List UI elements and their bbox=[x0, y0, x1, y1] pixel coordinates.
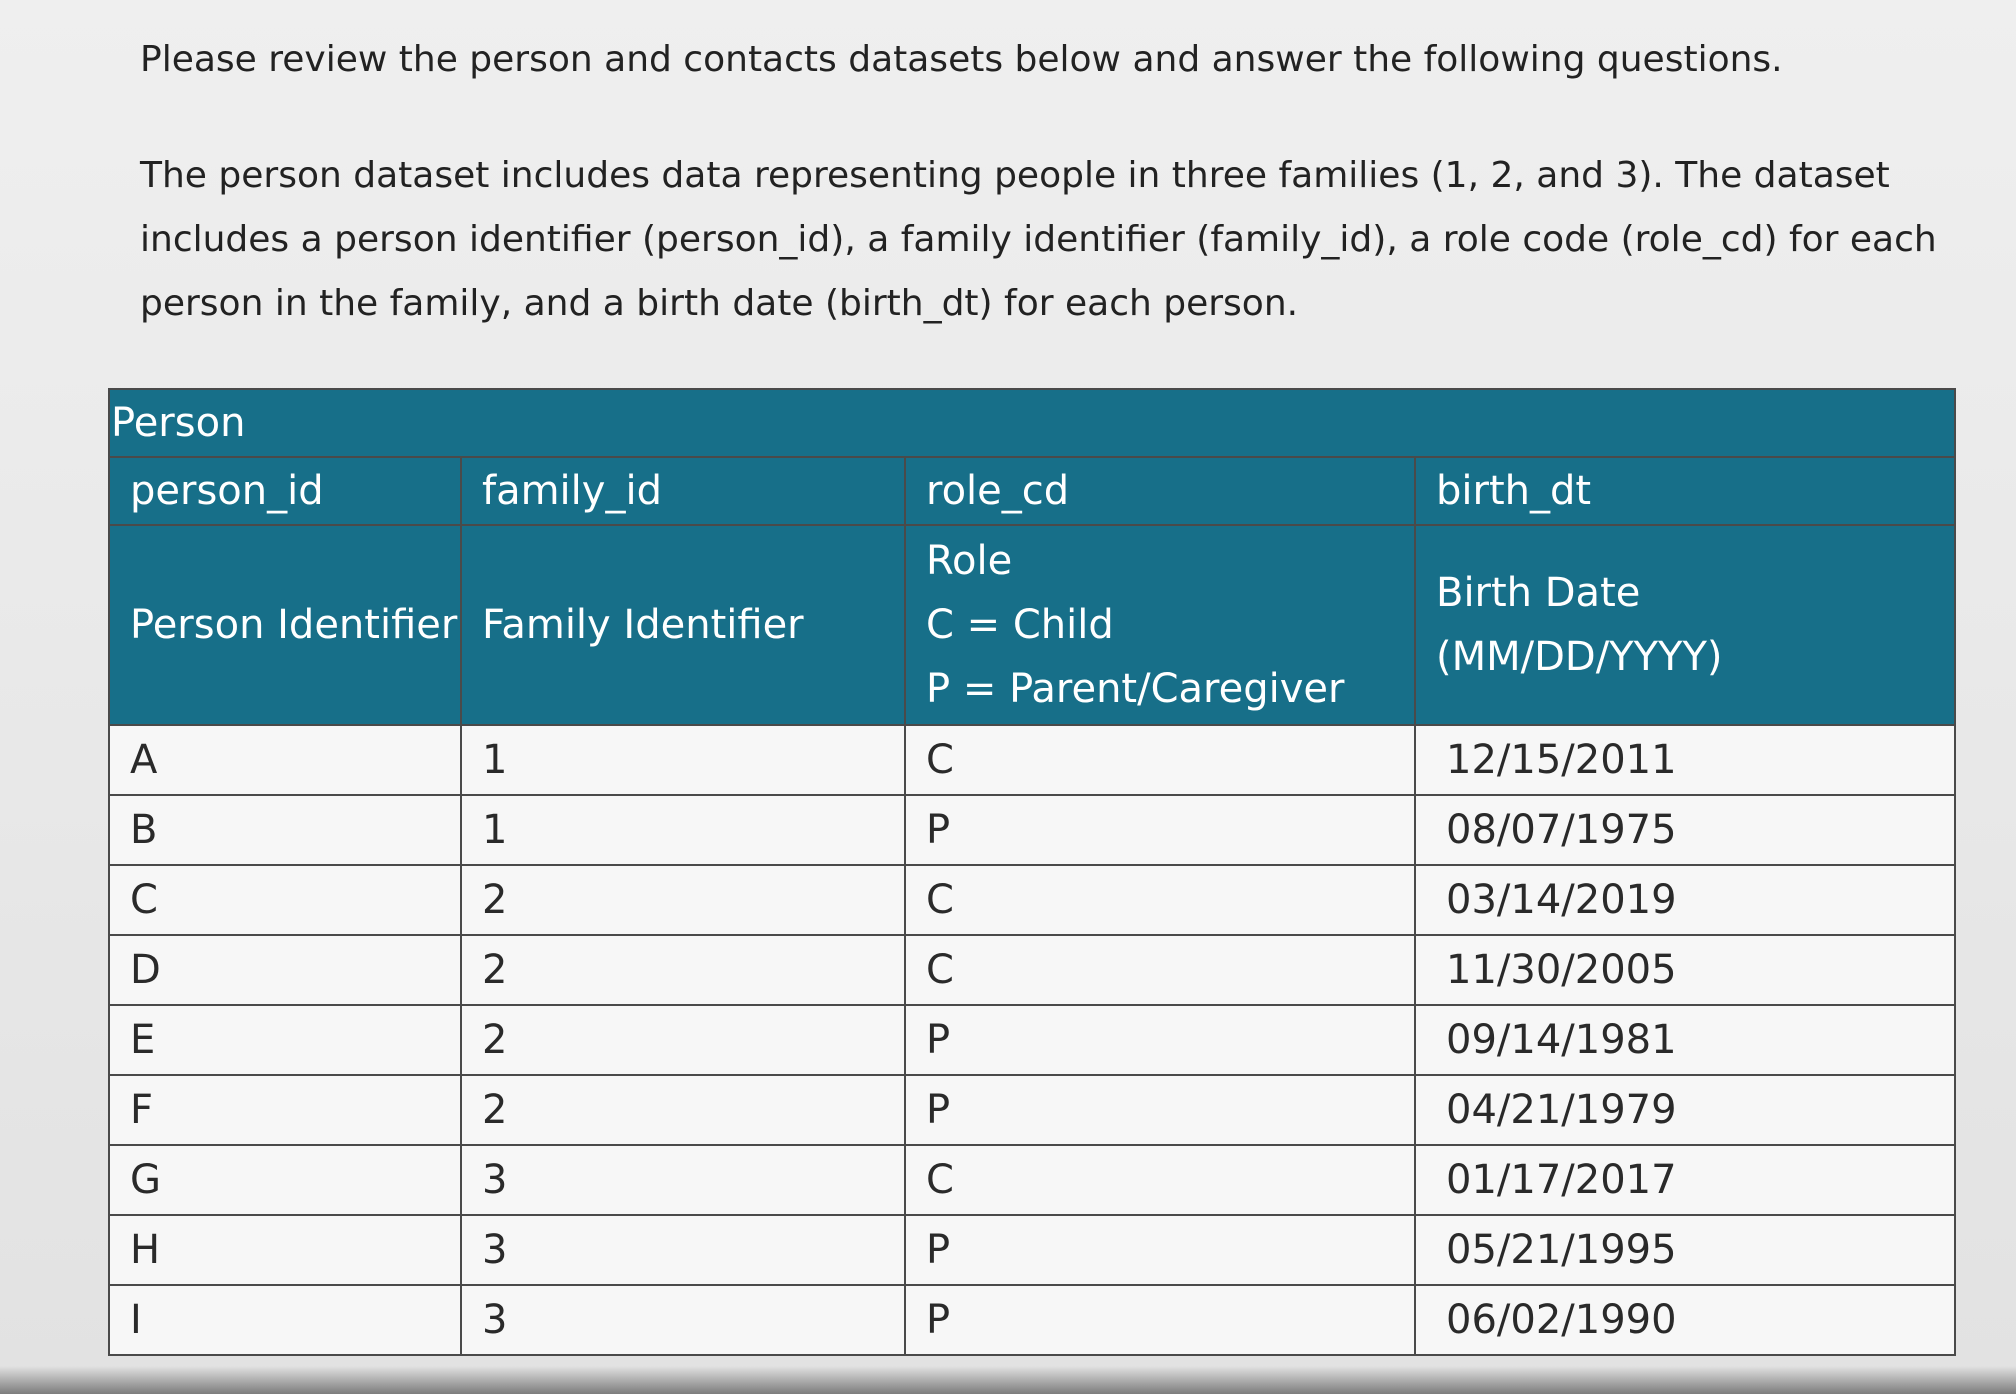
cell-role-cd: C bbox=[905, 935, 1415, 1005]
table-row bbox=[109, 1285, 1955, 1355]
cell-family-id: 1 bbox=[461, 725, 905, 795]
cell-family-id: 3 bbox=[461, 1285, 905, 1355]
role-parent-code: P = Parent/Caregiver bbox=[926, 666, 1345, 712]
cell-person-id: H bbox=[109, 1215, 461, 1285]
cell-role-cd: P bbox=[905, 1285, 1415, 1355]
field-description-row bbox=[109, 525, 1955, 725]
field-person-id: person_id bbox=[109, 457, 461, 525]
cell-birth-dt: 12/15/2011 bbox=[1415, 725, 1955, 795]
cell-family-id: 3 bbox=[461, 1145, 905, 1215]
cell-role-cd: C bbox=[905, 1145, 1415, 1215]
desc-person-id: Person Identifier bbox=[109, 525, 461, 725]
cell-role-cd: P bbox=[905, 1005, 1415, 1075]
person-table bbox=[108, 388, 1956, 1356]
role-child-code: C = Child bbox=[926, 602, 1114, 648]
table-row bbox=[109, 935, 1955, 1005]
table-title: Person bbox=[109, 389, 1955, 457]
table-row bbox=[109, 725, 1955, 795]
cell-person-id: C bbox=[109, 865, 461, 935]
birth-date-label: Birth Date bbox=[1436, 570, 1641, 616]
cell-birth-dt: 04/21/1979 bbox=[1415, 1075, 1955, 1145]
cell-birth-dt: 11/30/2005 bbox=[1415, 935, 1955, 1005]
cell-family-id: 2 bbox=[461, 935, 905, 1005]
cell-birth-dt: 09/14/1981 bbox=[1415, 1005, 1955, 1075]
table-row bbox=[109, 865, 1955, 935]
cell-role-cd: C bbox=[905, 725, 1415, 795]
table-row bbox=[109, 1145, 1955, 1215]
desc-family-id: Family Identifier bbox=[461, 525, 905, 725]
cell-family-id: 2 bbox=[461, 865, 905, 935]
field-role-cd: role_cd bbox=[905, 457, 1415, 525]
cell-family-id: 2 bbox=[461, 1005, 905, 1075]
table-row bbox=[109, 1075, 1955, 1145]
desc-birth-date bbox=[1415, 525, 1955, 725]
field-family-id: family_id bbox=[461, 457, 905, 525]
table-row bbox=[109, 1215, 1955, 1285]
cell-birth-dt: 08/07/1975 bbox=[1415, 795, 1955, 865]
cell-birth-dt: 03/14/2019 bbox=[1415, 865, 1955, 935]
table-title-row bbox=[109, 389, 1955, 457]
role-label: Role bbox=[926, 538, 1013, 584]
cell-person-id: I bbox=[109, 1285, 461, 1355]
cell-family-id: 3 bbox=[461, 1215, 905, 1285]
cell-person-id: A bbox=[109, 725, 461, 795]
table-row bbox=[109, 795, 1955, 865]
cell-family-id: 2 bbox=[461, 1075, 905, 1145]
cell-role-cd: C bbox=[905, 865, 1415, 935]
cell-person-id: D bbox=[109, 935, 461, 1005]
cell-person-id: F bbox=[109, 1075, 461, 1145]
cell-role-cd: P bbox=[905, 1075, 1415, 1145]
screen-edge-shadow bbox=[0, 1366, 2016, 1394]
birth-date-format: (MM/DD/YYYY) bbox=[1436, 634, 1723, 680]
cell-person-id: G bbox=[109, 1145, 461, 1215]
field-name-row bbox=[109, 457, 1955, 525]
cell-birth-dt: 05/21/1995 bbox=[1415, 1215, 1955, 1285]
field-birth-dt: birth_dt bbox=[1415, 457, 1955, 525]
desc-role bbox=[905, 525, 1415, 725]
cell-birth-dt: 06/02/1990 bbox=[1415, 1285, 1955, 1355]
cell-person-id: E bbox=[109, 1005, 461, 1075]
dataset-description: The person dataset includes data representing people in three families (1, 2, and 3). The dataset includes a person identifier (person_id), a family identifier (family_id), a role code (role_cd) for each person in the family, and a birth date (birth_dt) for each person. bbox=[140, 155, 1937, 324]
table-row bbox=[109, 1005, 1955, 1075]
cell-role-cd: P bbox=[905, 1215, 1415, 1285]
cell-birth-dt: 01/17/2017 bbox=[1415, 1145, 1955, 1215]
intro-text bbox=[140, 28, 1980, 336]
cell-family-id: 1 bbox=[461, 795, 905, 865]
cell-role-cd: P bbox=[905, 795, 1415, 865]
cell-person-id: B bbox=[109, 795, 461, 865]
question-prompt: Please review the person and contacts datasets below and answer the following questions. bbox=[140, 39, 1783, 80]
